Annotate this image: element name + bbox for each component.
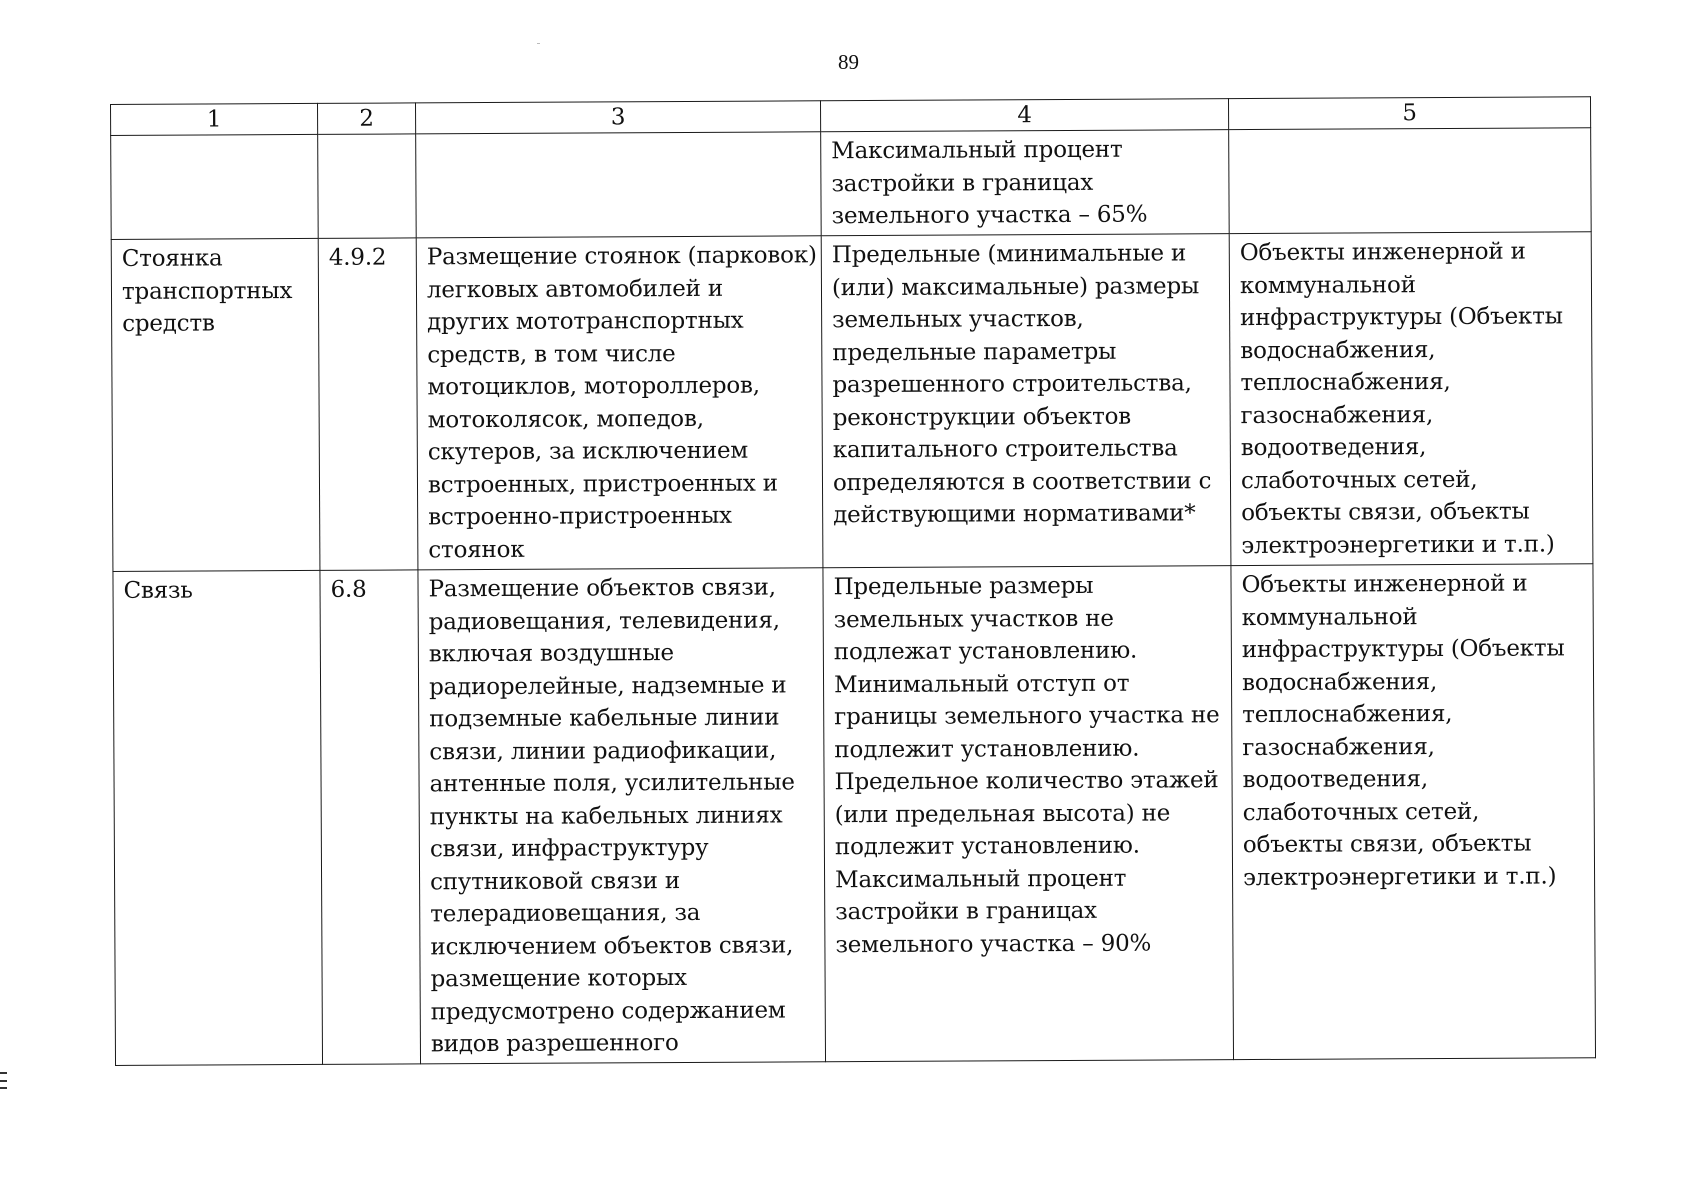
text-line: видов разрешенного: [430, 1030, 679, 1058]
text-line: Максимальный процент: [831, 136, 1123, 165]
text-line: определяются в соответствии с: [832, 467, 1212, 496]
binding-margin-mark: [0, 1080, 7, 1082]
text-line: размещение которых: [430, 964, 687, 993]
text-line: застройки в границах: [831, 169, 1094, 197]
text-line: радиорелейные, надземные и: [428, 671, 787, 700]
header-cell-1: 1: [111, 103, 318, 135]
text-line: встроенно-пристроенных: [428, 502, 732, 531]
auxiliary-uses-cell: [1229, 128, 1592, 234]
text-line: стоянок: [428, 536, 525, 563]
text-line: включая воздушные: [428, 640, 674, 668]
use-description-cell: [416, 236, 823, 570]
parameters-cell: [823, 566, 1234, 1062]
text-line: газоснабжения,: [1240, 401, 1434, 429]
text-line: инфраструктуры (Объекты: [1241, 635, 1565, 664]
use-description-cell: [416, 132, 822, 238]
table-row: [113, 564, 1596, 1065]
text-line: предусмотрено содержанием: [430, 996, 786, 1025]
text-line: других мототранспортных: [427, 307, 744, 336]
page-number: 89: [838, 50, 859, 74]
land-use-table: [110, 96, 1596, 1065]
text-line: предельные параметры: [832, 338, 1117, 366]
text-line: земельного участка – 90%: [835, 930, 1152, 958]
text-line: Размещение объектов связи,: [428, 574, 776, 603]
text-line: газоснабжения,: [1242, 733, 1435, 761]
text-line: слаботочных сетей,: [1240, 466, 1478, 494]
text-line: электроэнергетики и т.п.): [1242, 862, 1557, 891]
text-line: подлежат установлению.: [833, 637, 1138, 666]
text-line: действующими нормативами*: [833, 500, 1196, 529]
use-description-cell: [418, 568, 826, 1064]
text-line: транспортных: [121, 277, 293, 305]
text-line: скутеров, за исключением: [427, 437, 749, 466]
text-line: связи, инфраструктуру: [429, 834, 709, 863]
text-line: антенные поля, усилительные: [429, 769, 795, 798]
text-line: электроэнергетики и т.п.): [1241, 530, 1555, 559]
text-line: объекты связи, объекты: [1242, 830, 1532, 859]
text-line: Предельное количество этажей: [834, 767, 1219, 796]
text-line: телерадиовещания, за: [430, 899, 701, 928]
auxiliary-uses-cell: [1231, 564, 1596, 1059]
text-line: исключением объектов связи,: [430, 931, 794, 960]
text-line: Стоянка: [121, 245, 223, 272]
text-line: встроенных, пристроенных и: [427, 470, 778, 498]
use-name-cell: [111, 134, 319, 239]
text-line: реконструкции объектов: [832, 403, 1132, 431]
text-line: Предельные (минимальные и: [831, 240, 1187, 269]
text-line: легковых автомобилей и: [426, 275, 724, 303]
table-row: [111, 232, 1593, 572]
parameters-cell: [821, 234, 1231, 568]
text-line: водоотведения,: [1240, 434, 1427, 462]
text-line: средств: [122, 310, 215, 337]
text-line: мотоциклов, мотороллеров,: [427, 372, 760, 401]
binding-margin-mark: [0, 1072, 7, 1074]
text-line: капитального строительства: [832, 435, 1178, 464]
use-code-cell: 4.9.2: [318, 238, 418, 571]
text-line: Предельные размеры: [833, 572, 1094, 601]
text-line: мотоколясок, мопедов,: [427, 405, 704, 433]
text-line: коммунальной: [1239, 271, 1416, 299]
text-line: земельных участков не: [833, 605, 1114, 633]
text-line: теплоснабжения,: [1240, 368, 1451, 397]
text-line: объекты связи, объекты: [1241, 498, 1530, 527]
text-line: Объекты инженерной и: [1239, 238, 1526, 267]
text-line: границы земельного участка не: [834, 702, 1220, 731]
text-line: Максимальный процент: [835, 865, 1127, 893]
use-code-cell: [318, 134, 417, 239]
text-line: Размещение стоянок (парковок): [426, 242, 817, 271]
text-line: Объекты инженерной и: [1241, 570, 1528, 599]
use-code-cell: 6.8: [320, 570, 421, 1064]
text-line: подземные кабельные линии: [429, 704, 780, 733]
binding-margin-mark: [0, 1087, 7, 1089]
text-line: средств, в том числе: [427, 340, 676, 368]
auxiliary-uses-cell: [1229, 232, 1593, 566]
header-cell-3: 3: [415, 101, 820, 134]
header-cell-4: 4: [820, 99, 1228, 132]
text-line: спутниковой связи и: [430, 867, 680, 895]
text-line: земельного участка – 65%: [831, 201, 1148, 230]
text-line: (или предельная высота) не: [834, 799, 1171, 828]
use-name-cell: [113, 570, 323, 1065]
text-line: подлежит установлению.: [834, 735, 1140, 763]
text-line: подлежит установлению.: [834, 832, 1140, 861]
text-line: водоснабжения,: [1240, 336, 1436, 364]
text-line: инфраструктуры (Объекты: [1240, 303, 1563, 332]
text-line: слаботочных сетей,: [1242, 798, 1480, 826]
parameters-cell: [821, 130, 1230, 236]
text-line: Минимальный отступ от: [833, 670, 1130, 698]
use-name-cell: [111, 238, 320, 571]
header-cell-2: 2: [317, 103, 415, 135]
text-line: связи, линии радиофикации,: [429, 737, 777, 765]
text-line: земельных участков,: [832, 305, 1084, 334]
header-cell-5: 5: [1228, 97, 1590, 130]
scan-speck: [537, 43, 540, 44]
text-line: радиовещания, телевидения,: [428, 607, 780, 635]
text-line: водоотведения,: [1242, 766, 1429, 794]
text-line: коммунальной: [1241, 603, 1418, 631]
text-line: водоснабжения,: [1241, 668, 1438, 696]
text-line: разрешенного строительства,: [832, 370, 1192, 399]
text-line: теплоснабжения,: [1242, 700, 1453, 729]
text-line: (или) максимальные) размеры: [831, 272, 1200, 301]
text-line: застройки в границах: [835, 897, 1097, 926]
text-line: пункты на кабельных линиях: [429, 801, 783, 830]
table-row: [111, 128, 1592, 240]
text-line: Связь: [123, 577, 193, 604]
